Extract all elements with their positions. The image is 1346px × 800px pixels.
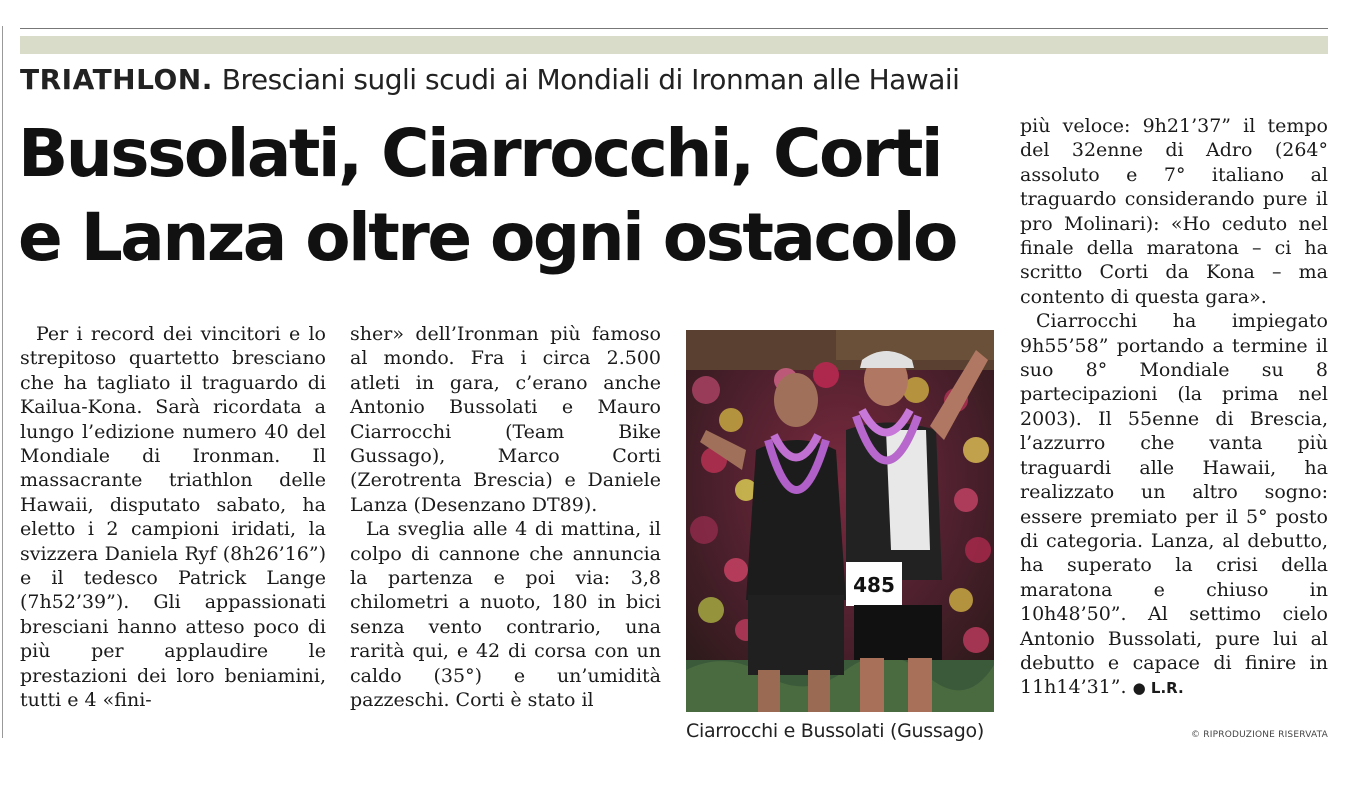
- article-photo: [686, 330, 994, 712]
- kicker: [20, 62, 959, 98]
- kicker-text: Bresciani sugli scudi ai Mondiali di Ironman alle Hawaii: [221, 63, 960, 96]
- author-signature: ● L.R.: [1132, 679, 1184, 698]
- kicker-label: TRIATHLON.: [20, 63, 213, 96]
- column-1-paragraph-1: Per i record dei vincitori e lo strepitoso quartetto bresciano che ha tagliato il traguardo di Kailua-Kona. Sarà ricordata a lungo l’edizione numero 40 del Mondiale di Ironman. Il massacrante triathlon delle Hawaii, disputato sabato, ha eletto i 2 campioni iridati, la svizzera Daniela Ryf (8h26’16”) e il tedesco Patrick Lange (7h52’39”). Gli appassionati bresciani hanno atteso poco di più per applaudire le prestazioni dei loro beniamini, tutti e 4 «fini-: [20, 323, 326, 712]
- left-rule: [2, 26, 3, 738]
- top-rule: [20, 28, 1328, 29]
- headline: [18, 112, 956, 280]
- article-column-1: [20, 322, 326, 713]
- column-3-paragraph-1: più veloce: 9h21’37” il tempo del 32enne di Adro (264° assoluto e 7° italiano al traguardo considerando pure il pro Molinari): «Ho ceduto nel finale della maratona – ci ha scritto Corti da Kona – ma contento di questa gara».: [1020, 115, 1328, 308]
- headline-line-1: Bussolati, Ciarrocchi, Corti: [18, 115, 942, 192]
- photo-caption: Ciarrocchi e Bussolati (Gussago): [686, 720, 984, 742]
- headline-line-2: e Lanza oltre ogni ostacolo: [18, 199, 956, 276]
- column-3-paragraph-2: [1020, 309, 1328, 701]
- bib-number: 485: [853, 573, 895, 597]
- article-column-3: [1020, 114, 1328, 701]
- article-column-2: [350, 322, 661, 713]
- column-2-paragraph-2: La sveglia alle 4 di mattina, il colpo di cannone che annuncia la partenza e poi via: 3,8 chilometri a nuoto, 180 in bici senza vento contrario, una rarità qui, e 42 di corsa con un caldo (35°) e un’umidità pazzeschi. Corti è stato il: [350, 518, 661, 712]
- column-3-paragraph-2-text: Ciarrocchi ha impiegato 9h55’58” portando a termine il suo 8° Mondiale su 8 partecipazioni (la prima nel 2003). Il 55enne di Brescia, l’azzurro che vanta più traguardi alle Hawaii, ha realizzato un altro sogno: essere premiato per il 5° posto di categoria. Lanza, al debutto, ha superato la crisi della maratona e chiuso in 10h48’50”. Al settimo cielo Antonio Bussolati, pure lui al debutto e capace di finire in 11h14’31”.: [1020, 310, 1328, 699]
- photo-illustration: [686, 330, 994, 712]
- column-2-paragraph-1: sher» dell’Ironman più famoso al mondo. Fra i circa 2.500 atleti in gara, c’erano anche Antonio Bussolati e Mauro Ciarrocchi (Team Bike Gussago), Marco Corti (Zerotrenta Brescia) e Daniele Lanza (Desenzano DT89).: [350, 323, 661, 516]
- copyright-notice: © RIPRODUZIONE RISERVATA: [1191, 730, 1328, 740]
- header-band: [20, 36, 1328, 54]
